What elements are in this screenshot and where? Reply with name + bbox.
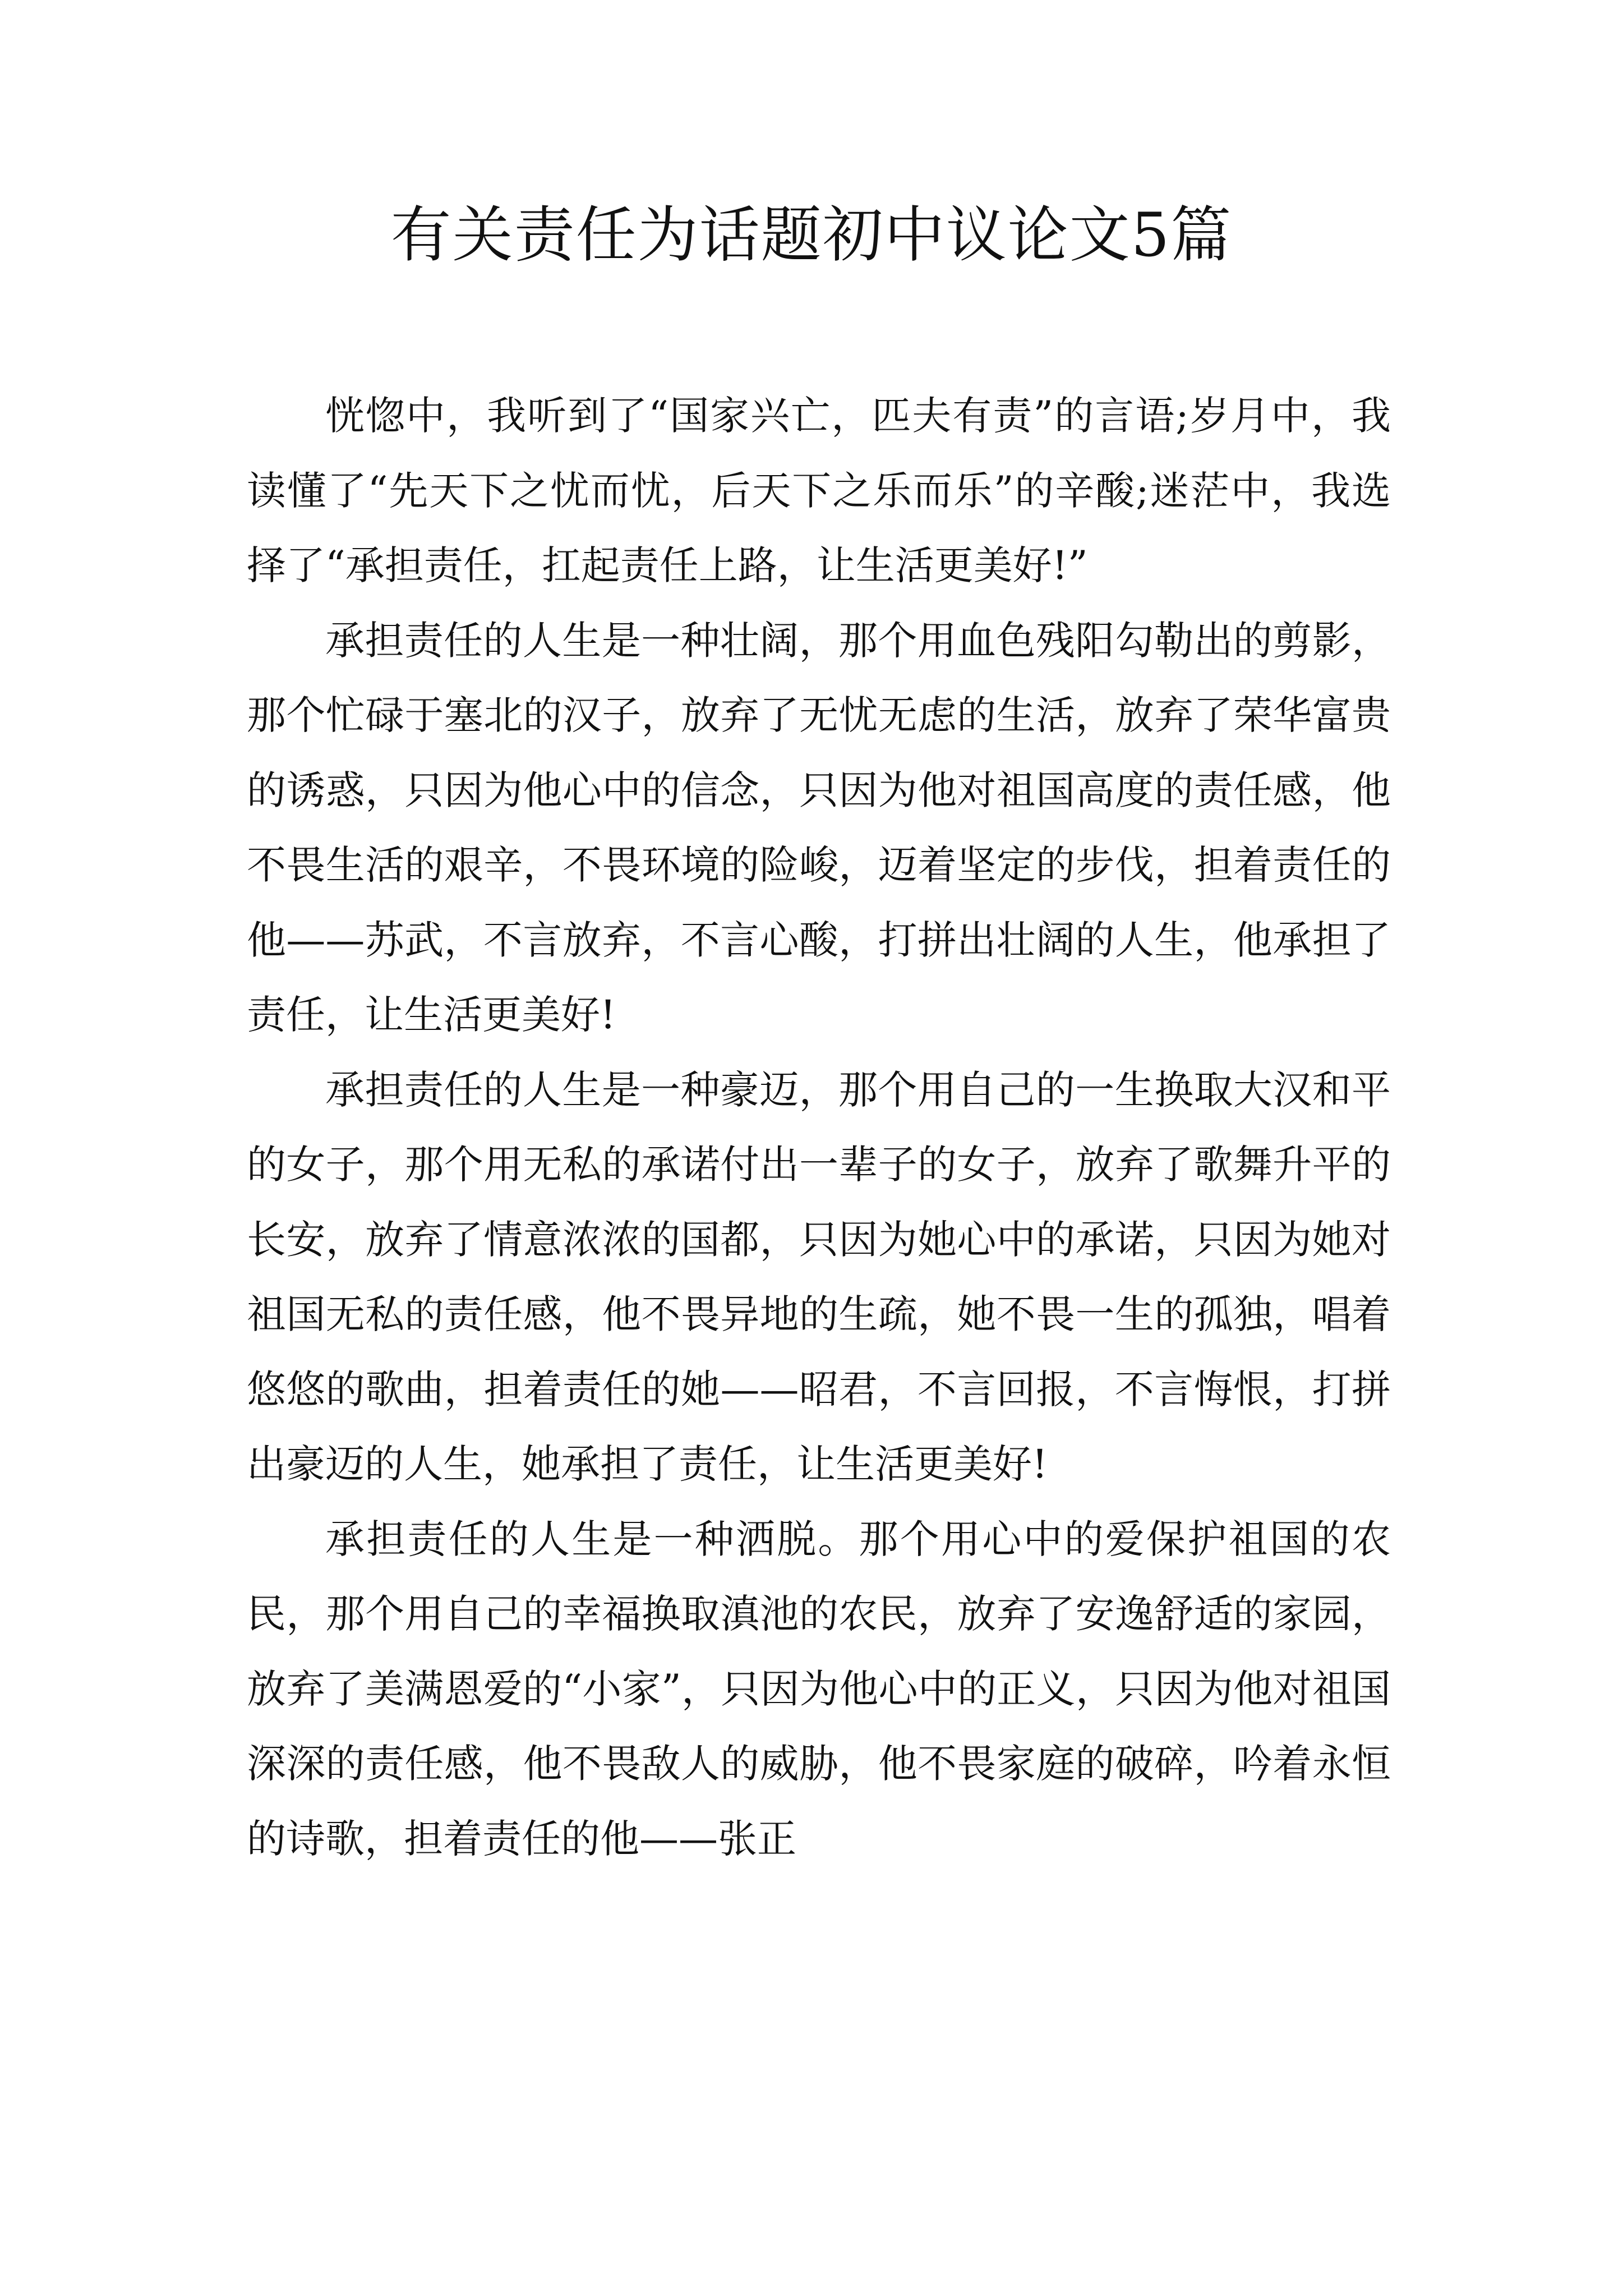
paragraph-4: 承担责任的人生是一种洒脱。那个用心中的爱保护祖国的农民，那个用自己的幸福换取滇池的农民，放弃了安逸舒适的家园，放弃了美满恩爱的“小家”，只因为他心中的正义，只因为他对祖国深深的责任感，他不畏敌人的威胁，他不畏家庭的破碎，吟着永恒的诗歌，担着责任的他——张正 xyxy=(247,1516,1391,1862)
paragraph-1: 恍惚中，我听到了“国家兴亡，匹夫有责”的言语;岁月中，我读懂了“先天下之忧而忧，后天下之乐而乐”的辛酸;迷茫中，我选择了“承担责任，扛起责任上路，让生活更美好!” xyxy=(247,393,1391,588)
document-title: 有关责任为话题初中议论文5篇 xyxy=(390,200,1233,270)
paragraph-3: 承担责任的人生是一种豪迈，那个用自己的一生换取大汉和平的女子，那个用无私的承诺付出一辈子的女子，放弃了歌舞升平的长安，放弃了情意浓浓的国都，只因为她心中的承诺，只因为她对祖国无私的责任感，他不畏异地的生疏，她不畏一生的孤独，唱着悠悠的歌曲，担着责任的她——昭君，不言回报，不言悔恨，打拼出豪迈的人生，她承担了责任，让生活更美好! xyxy=(247,1066,1391,1487)
document-body xyxy=(247,379,1391,1876)
paragraph-2: 承担责任的人生是一种壮阔，那个用血色残阳勾勒出的剪影，那个忙碌于塞北的汉子，放弃了无忧无虑的生活，放弃了荣华富贵的诱惑，只因为他心中的信念，只因为他对祖国高度的责任感，他不畏生活的艰辛，不畏环境的险峻，迈着坚定的步伐，担着责任的他——苏武，不言放弃，不言心酸，打拼出壮阔的人生，他承担了责任，让生活更美好! xyxy=(247,617,1391,1038)
